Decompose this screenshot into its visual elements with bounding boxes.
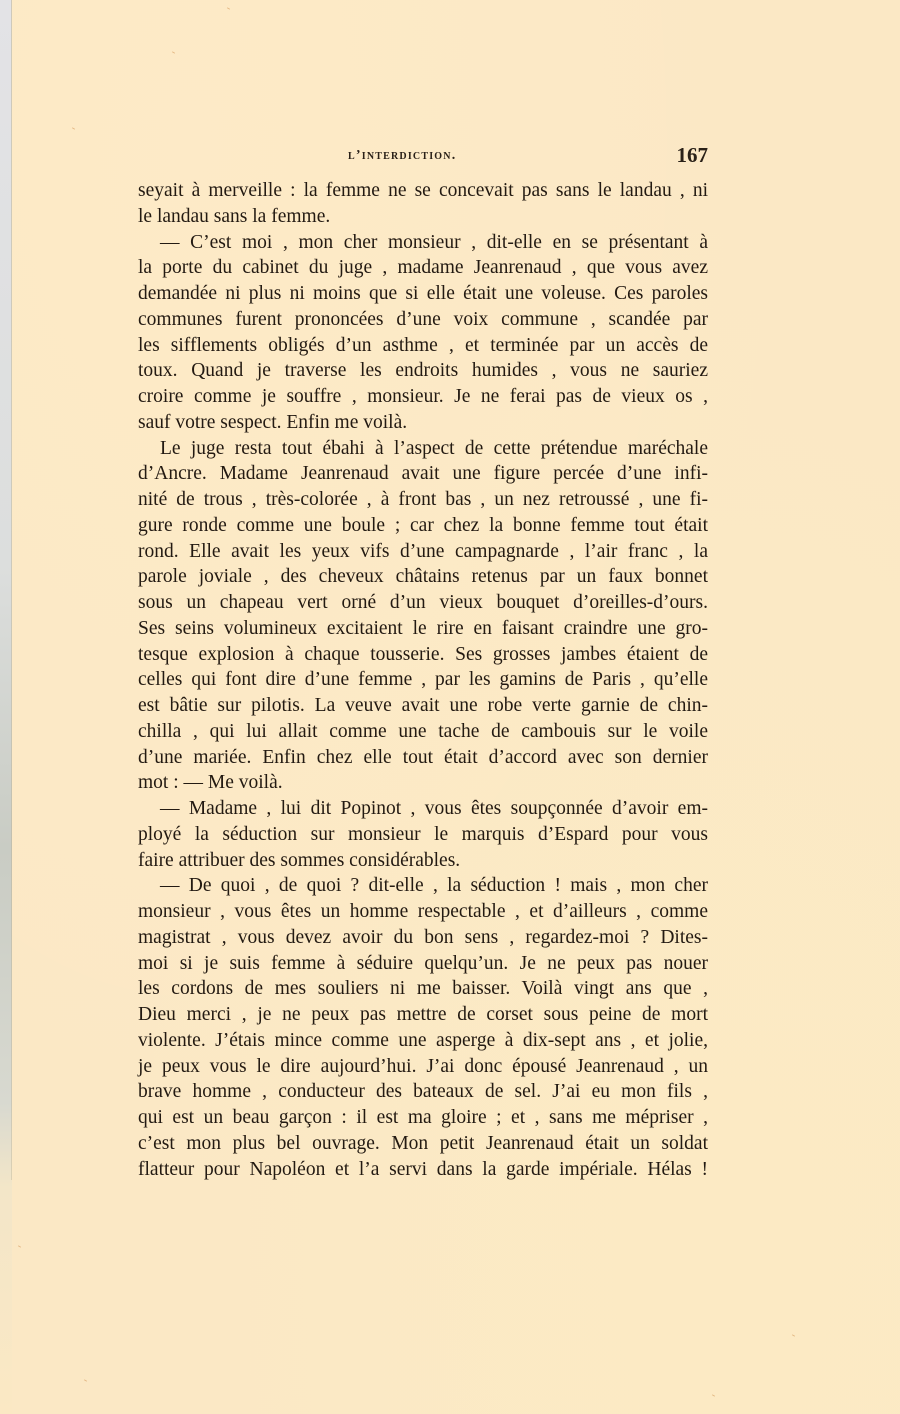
text-line: la porte du cabinet du juge , madame Jeanrenaud , que vous avez <box>138 257 708 279</box>
text-line: — C’est moi , mon cher monsieur , dit-elle en se présentant à <box>160 231 708 253</box>
text-line: celles qui font dire d’une femme , par les gamins de Paris , qu’elle <box>138 669 708 691</box>
text-line: — De quoi , de quoi ? dit-elle , la séduction ! mais , mon cher <box>160 875 708 897</box>
paragraph <box>138 796 708 873</box>
text-line: magistrat , vous devez avoir du bon sens , regardez-moi ? Dites- <box>138 926 708 948</box>
text-line: communes furent prononcées d’une voix commune , scandée par <box>138 308 708 330</box>
text-line: nité de trous , très-colorée , à front bas , un nez retroussé , une fi- <box>138 489 708 510</box>
text-line: sous un chapeau vert orné d’un vieux bouquet d’oreilles-d’ours. <box>138 592 708 613</box>
paper-speck <box>84 1379 87 1381</box>
text-line: seyait à merveille : la femme ne se concevait pas sans le landau , ni <box>138 180 708 201</box>
text-line: toux. Quand je traverse les endroits humides , vous ne sauriez <box>138 360 708 382</box>
text-line: chilla , qui lui allait comme une tache de cambouis sur le voile <box>138 720 708 742</box>
text-line: brave homme , conducteur des bateaux de sel. J’ai eu mon fils , <box>138 1081 708 1103</box>
text-line: Dieu merci , je ne peux pas mettre de corset sous peine de mort <box>138 1004 708 1025</box>
text-line: moi si je suis femme à séduire quelqu’un. Je ne peux pas nouer <box>138 952 708 974</box>
text-line: les cordons de mes souliers ni me baisser. Voilà vingt ans que , <box>138 978 708 1000</box>
paper-speck <box>172 51 175 53</box>
text-line: qui est un beau garçon : il est ma gloire ; et , sans me mépriser , <box>138 1107 708 1128</box>
text-line: tesque explosion à chaque tousserie. Ses grosses jambes étaient de <box>138 643 708 665</box>
paragraph <box>138 178 708 230</box>
text-line: Ses seins volumineux excitaient le rire en faisant craindre une gro- <box>138 617 708 639</box>
text-line: demandée ni plus ni moins que si elle était une voleuse. Ces paroles <box>138 283 708 304</box>
text-line: d’une mariée. Enfin chez elle tout était d’accord avec son dernier <box>138 746 708 768</box>
paragraph <box>138 230 708 436</box>
text-line: monsieur , vous êtes un homme respectable , et d’ailleurs , comme <box>138 901 708 922</box>
text-line: c’est mon plus bel ouvrage. Mon petit Jeanrenaud était un soldat <box>138 1132 708 1154</box>
text-line: — Madame , lui dit Popinot , vous êtes soupçonnée d’avoir em- <box>160 798 708 819</box>
page-number: 167 <box>676 143 708 167</box>
paper-speck <box>792 1334 795 1336</box>
text-line: rond. Elle avait les yeux vifs d’une campagnarde , l’air franc , la <box>138 540 708 562</box>
paper-speck <box>712 1394 715 1396</box>
paragraph <box>138 873 708 1182</box>
text-line: croire comme je souffre , monsieur. Je ne ferai pas de vieux os , <box>138 386 708 407</box>
text-line: sauf votre sespect. Enfin me voilà. <box>138 411 408 433</box>
text-line: violente. J’étais mince comme une asperge à dix-sept ans , et jolie, <box>138 1029 708 1051</box>
paper-speck <box>18 1245 21 1247</box>
text-line: les sifflements obligés d’un asthme , et terminée par un accès de <box>138 334 708 356</box>
body-text <box>138 178 708 1182</box>
text-line: le landau sans la femme. <box>138 205 331 227</box>
scanner-edge <box>0 0 12 1414</box>
text-line: ployé la séduction sur monsieur le marquis d’Espard pour vous <box>138 823 708 845</box>
text-line: parole joviale , des cheveux châtains retenus par un faux bonnet <box>138 566 708 588</box>
text-line: Le juge resta tout ébahi à l’aspect de cette prétendue maréchale <box>160 437 708 459</box>
text-line: flatteur pour Napoléon et l’a servi dans la garde impériale. Hélas ! <box>138 1158 708 1180</box>
text-line: gure ronde comme une boule ; car chez la bonne femme tout était <box>138 514 708 536</box>
chapter-title: l’interdiction. <box>348 148 457 163</box>
text-line: je peux vous le dire aujourd’hui. J’ai donc épousé Jeanrenaud , un <box>138 1055 708 1077</box>
running-head <box>138 143 708 173</box>
paper-speck <box>72 127 75 129</box>
text-line: mot : — Me voilà. <box>138 772 283 794</box>
paragraph <box>138 436 708 797</box>
paper-speck <box>227 7 230 9</box>
text-line: d’Ancre. Madame Jeanrenaud avait une figure percée d’une infi- <box>138 463 708 485</box>
text-line: est bâtie sur pilotis. La veuve avait une robe verte garnie de chin- <box>138 695 708 716</box>
text-line: faire attribuer des sommes considérables. <box>138 849 461 871</box>
